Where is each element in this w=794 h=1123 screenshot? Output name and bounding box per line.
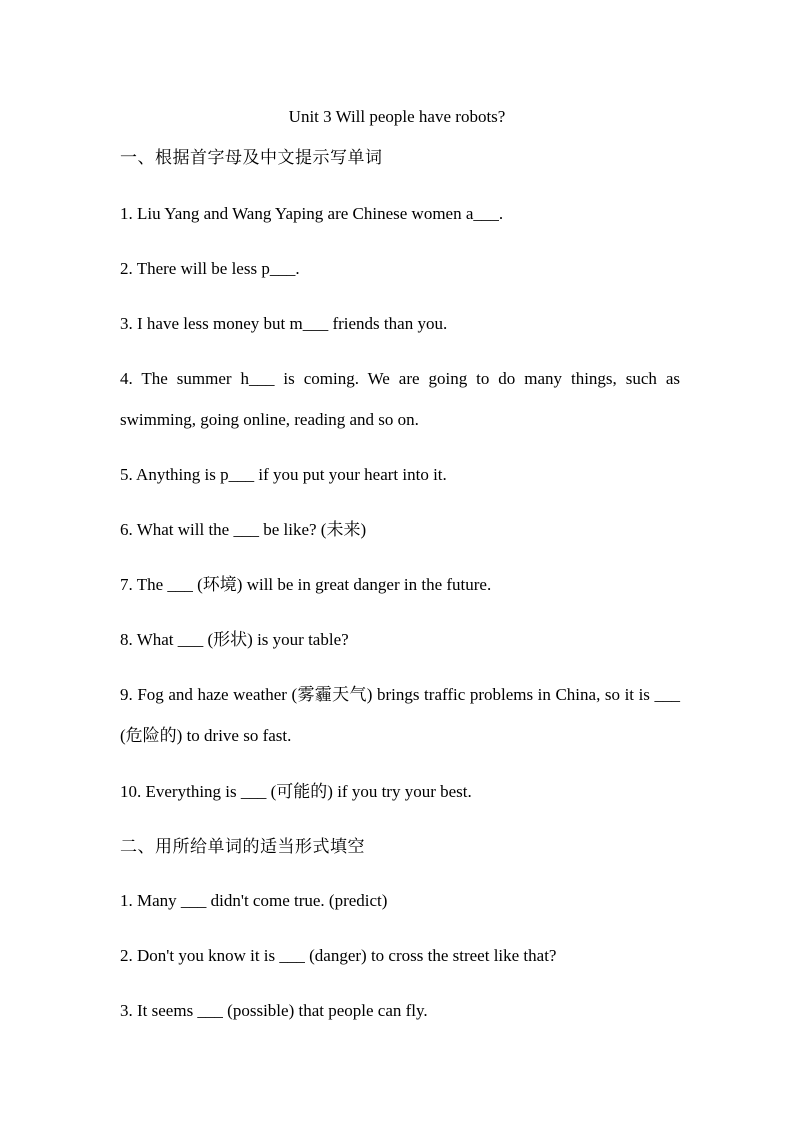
section-1-item-6: 6. What will the ___ be like? (未来) — [120, 520, 367, 539]
section-1-heading: 一、根据首字母及中文提示写单词 — [120, 148, 383, 168]
section-2-item-2: 2. Don't you know it is ___ (danger) to cross the street like that? — [120, 946, 557, 965]
section-2-item-1: 1. Many ___ didn't come true. (predict) — [120, 891, 388, 910]
section-1-item-3: 3. I have less money but m___ friends than you. — [120, 314, 448, 333]
section-1-item-7: 7. The ___ (环境) will be in great danger in the future. — [120, 575, 492, 594]
section-1-item-9: 9. Fog and haze weather (雾霾天气) brings traffic problems in China, so it is ___ (危险的) to drive so fast. — [120, 685, 680, 745]
section-1-item-1: 1. Liu Yang and Wang Yaping are Chinese women a___. — [120, 204, 504, 223]
section-1-item-8: 8. What ___ (形状) is your table? — [120, 630, 349, 649]
page-title: Unit 3 Will people have robots? — [288, 107, 506, 126]
section-1-item-2: 2. There will be less p___. — [120, 259, 300, 278]
section-2-item-3: 3. It seems ___ (possible) that people can fly. — [120, 1001, 428, 1020]
section-1-item-5: 5. Anything is p___ if you put your heart into it. — [120, 465, 447, 484]
section-1-item-4: 4. The summer h___ is coming. We are going to do many things, such as swimming, going online, reading and so on. — [120, 369, 680, 429]
section-2-heading: 二、用所给单词的适当形式填空 — [120, 837, 365, 857]
section-1-item-10: 10. Everything is ___ (可能的) if you try your best. — [120, 782, 472, 801]
